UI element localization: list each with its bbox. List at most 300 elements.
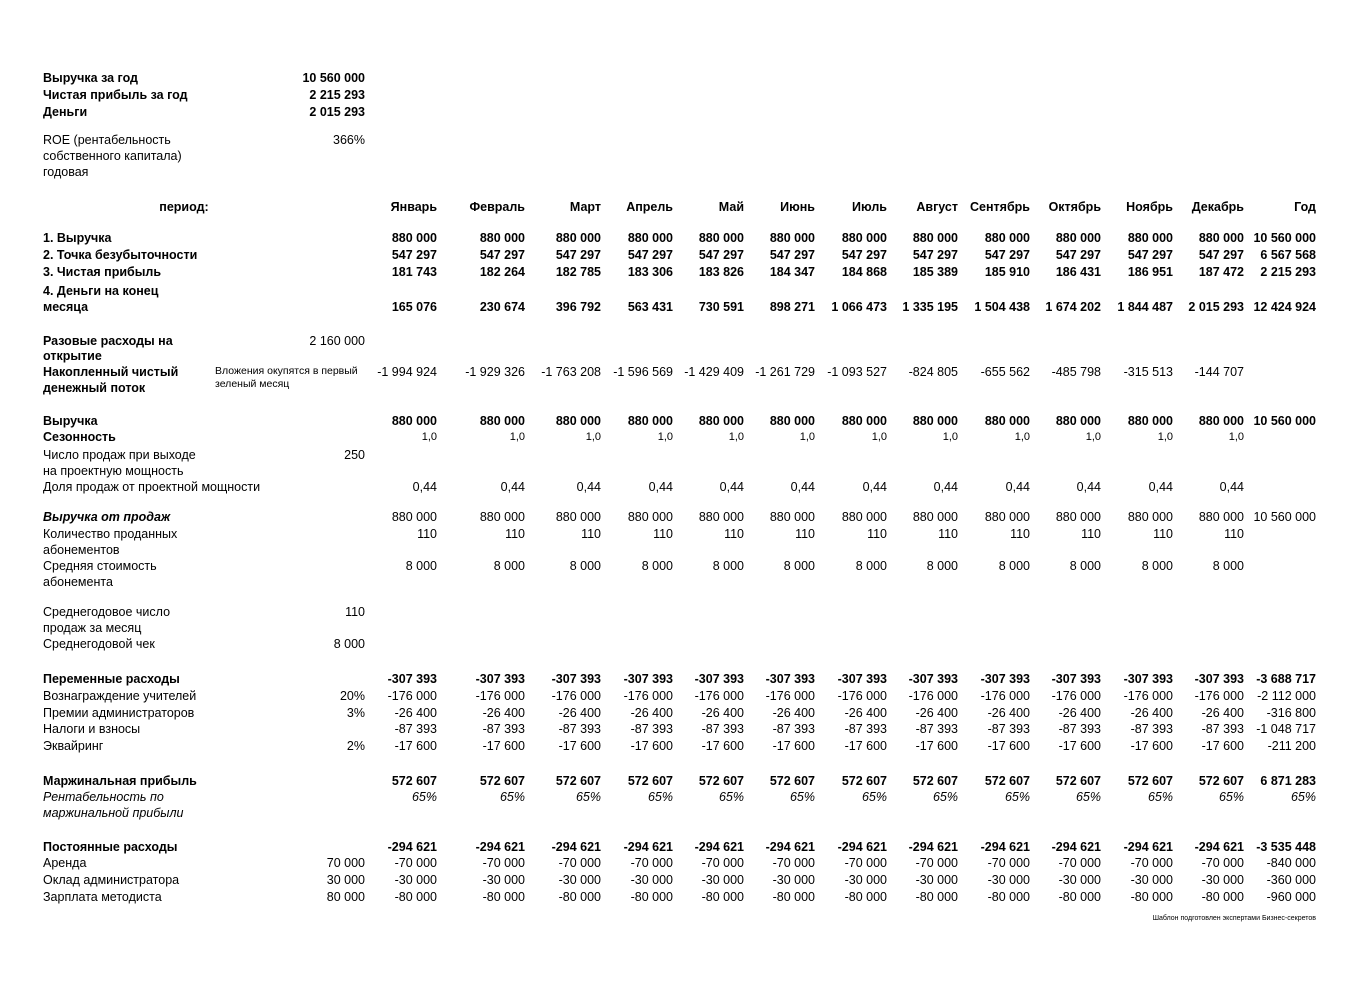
row-label-rent: Аренда (43, 856, 87, 870)
row-margin-pct-cell-10: 65% (1075, 790, 1101, 804)
row-avg-price-cell-2: 8 000 (493, 559, 525, 573)
row-revenue-2-cell-4: 880 000 (627, 414, 673, 428)
row-margin-cell-2: 572 607 (479, 774, 525, 788)
row-avg-price-cell-6: 8 000 (783, 559, 815, 573)
row-fixed-cell-4: -294 621 (623, 840, 673, 854)
row-margin-pct (0, 789, 1360, 805)
row-avg-price-cell-8: 8 000 (926, 559, 958, 573)
row-margin-cell-12: 572 607 (1198, 774, 1244, 788)
row-margin-pct-cell-12: 65% (1218, 790, 1244, 804)
row-rent-cell-12: -70 000 (1201, 856, 1244, 870)
month-header-row-cell-4: Апрель (626, 200, 673, 214)
row-taxes-cell-2: -87 393 (482, 722, 525, 736)
row-rent-cell-11: -70 000 (1130, 856, 1173, 870)
row-label-avg-sales-1: Среднегодовое число (43, 605, 171, 619)
row-revenue-2-cell-3: 880 000 (555, 414, 601, 428)
row-subs-count-cell-4: 110 (653, 527, 673, 541)
row-subs-count-cell-2: 110 (505, 527, 525, 541)
row-breakeven-cell-1: 547 297 (391, 248, 437, 262)
row-margin-cell-total: 6 871 283 (1260, 774, 1316, 788)
month-header-row-cell-11: Ноябрь (1126, 200, 1173, 214)
row-rent-cell-total: -840 000 (1266, 856, 1316, 870)
admin-salary-param: 30 000 (326, 873, 365, 887)
row-avg-price-cell-12: 8 000 (1212, 559, 1244, 573)
row-net-profit-cell-5: 183 826 (698, 265, 744, 279)
row-margin-cell-5: 572 607 (698, 774, 744, 788)
roe-value: 366% (333, 133, 365, 147)
summary-profit-label: Чистая прибыль за год (43, 88, 188, 102)
row-margin-pct-cell-4: 65% (647, 790, 673, 804)
row-method-salary-cell-3: -80 000 (558, 890, 601, 904)
row-label-cum-flow-1: Накопленный чистый (43, 365, 179, 379)
row-acquiring-cell-5: -17 600 (701, 739, 744, 753)
row-fixed-cell-total: -3 535 448 (1256, 840, 1316, 854)
row-seasonality (0, 429, 1360, 445)
row-teachers-cell-2: -176 000 (475, 689, 525, 703)
row-fixed-cell-12: -294 621 (1194, 840, 1244, 854)
row-margin-pct-cell-2: 65% (499, 790, 525, 804)
row-acquiring-cell-12: -17 600 (1201, 739, 1244, 753)
row-breakeven-cell-11: 547 297 (1127, 248, 1173, 262)
row-acquiring-cell-11: -17 600 (1130, 739, 1173, 753)
footer-credit: Шаблон подготовлен экспертами Бизнес-секретов (1152, 915, 1316, 922)
row-method-salary-cell-5: -80 000 (701, 890, 744, 904)
row-avg-price-cell-10: 8 000 (1069, 559, 1101, 573)
row-taxes-cell-12: -87 393 (1201, 722, 1244, 736)
row-breakeven-cell-12: 547 297 (1198, 248, 1244, 262)
row-taxes-cell-9: -87 393 (987, 722, 1030, 736)
row-variable-cell-2: -307 393 (475, 672, 525, 686)
row-variable-cell-3: -307 393 (551, 672, 601, 686)
row-method-salary-cell-2: -80 000 (482, 890, 525, 904)
row-seasonality-cell-1: 1,0 (421, 431, 437, 443)
summary-money-value: 2 015 293 (309, 105, 365, 119)
row-avg-price-cell-4: 8 000 (641, 559, 673, 573)
row-variable-cell-10: -307 393 (1051, 672, 1101, 686)
row-margin-pct-cell-9: 65% (1004, 790, 1030, 804)
row-rent-cell-2: -70 000 (482, 856, 525, 870)
row-variable-cell-4: -307 393 (623, 672, 673, 686)
row-net-profit-cell-7: 184 868 (841, 265, 887, 279)
row-admin-bonus-cell-10: -26 400 (1058, 706, 1101, 720)
row-subs-count-cell-9: 110 (1010, 527, 1030, 541)
row-label-fixed: Постоянные расходы (43, 840, 178, 854)
month-header-row-cell-1: Январь (390, 200, 437, 214)
row-sales-revenue-cell-1: 880 000 (391, 510, 437, 524)
row-taxes-cell-11: -87 393 (1130, 722, 1173, 736)
row-admin-salary-cell-total: -360 000 (1266, 873, 1316, 887)
row-cash-end-cell-2: 230 674 (479, 300, 525, 314)
roe-label-line1: ROE (рентабельность (43, 133, 171, 147)
row-revenue-cell-8: 880 000 (912, 231, 958, 245)
row-subs-count-cell-6: 110 (795, 527, 815, 541)
month-header-row-cell-7: Июль (852, 200, 887, 214)
row-acquiring-cell-7: -17 600 (844, 739, 887, 753)
row-margin (0, 773, 1360, 789)
row-margin-cell-10: 572 607 (1055, 774, 1101, 788)
row-subs-count-cell-1: 110 (417, 527, 437, 541)
row-sales-revenue-cell-9: 880 000 (984, 510, 1030, 524)
row-subs-count (0, 526, 1360, 542)
month-header-row-cell-12: Декабрь (1191, 200, 1244, 214)
row-taxes-cell-5: -87 393 (701, 722, 744, 736)
row-net-profit-cell-1: 181 743 (391, 265, 437, 279)
row-admin-salary-cell-1: -30 000 (394, 873, 437, 887)
row-admin-salary-cell-11: -30 000 (1130, 873, 1173, 887)
row-label-admin-bonus: Премии администраторов (43, 706, 195, 720)
row-fixed-cell-7: -294 621 (837, 840, 887, 854)
row-label-breakeven: 2. Точка безубыточности (43, 248, 198, 262)
row-breakeven-cell-total: 6 567 568 (1260, 248, 1316, 262)
row-cum-flow-cell-2: -1 929 326 (465, 365, 525, 379)
row-label-admin-salary: Оклад администратора (43, 873, 180, 887)
row-label-subs-1: Количество проданных (43, 527, 178, 541)
row-acquiring-cell-9: -17 600 (987, 739, 1030, 753)
row-margin-pct-cell-3: 65% (575, 790, 601, 804)
row-label-margin-pct-1: Рентабельность по (43, 790, 164, 804)
row-net-profit-cell-6: 184 347 (769, 265, 815, 279)
row-label-margin: Маржинальная прибыль (43, 774, 197, 788)
row-sales-revenue-cell-7: 880 000 (841, 510, 887, 524)
row-method-salary-cell-total: -960 000 (1266, 890, 1316, 904)
row-rent (0, 855, 1360, 871)
row-seasonality-cell-8: 1,0 (942, 431, 958, 443)
row-revenue-cell-2: 880 000 (479, 231, 525, 245)
row-method-salary-cell-4: -80 000 (630, 890, 673, 904)
row-method-salary-cell-8: -80 000 (915, 890, 958, 904)
row-cum-flow-cell-9: -655 562 (980, 365, 1030, 379)
row-label-margin-pct-2: маржинальной прибыли (43, 806, 184, 820)
row-variable-cell-9: -307 393 (980, 672, 1030, 686)
row-net-profit-cell-12: 187 472 (1198, 265, 1244, 279)
row-seasonality-cell-12: 1,0 (1228, 431, 1244, 443)
row-revenue-2-cell-5: 880 000 (698, 414, 744, 428)
row-label-avg-price-2: абонемента (43, 575, 113, 589)
row-admin-bonus-cell-4: -26 400 (630, 706, 673, 720)
row-admin-salary (0, 872, 1360, 888)
row-admin-bonus-cell-5: -26 400 (701, 706, 744, 720)
row-cum-flow (0, 364, 1360, 380)
row-fixed-cell-2: -294 621 (475, 840, 525, 854)
row-share-cell-6: 0,44 (790, 480, 815, 494)
row-cash-end-cell-1: 165 076 (391, 300, 437, 314)
row-admin-bonus-cell-8: -26 400 (915, 706, 958, 720)
row-revenue-cell-12: 880 000 (1198, 231, 1244, 245)
month-header-row-cell-5: Май (718, 200, 744, 214)
row-sales-revenue-cell-5: 880 000 (698, 510, 744, 524)
row-net-profit-cell-8: 185 389 (912, 265, 958, 279)
row-breakeven-cell-2: 547 297 (479, 248, 525, 262)
summary-revenue-value: 10 560 000 (302, 71, 365, 85)
row-seasonality-cell-10: 1,0 (1085, 431, 1101, 443)
row-sales-revenue-cell-6: 880 000 (769, 510, 815, 524)
row-cum-flow-cell-1: -1 994 924 (377, 365, 437, 379)
row-teachers-cell-3: -176 000 (551, 689, 601, 703)
row-revenue-2-cell-1: 880 000 (391, 414, 437, 428)
row-cash-end (0, 299, 1360, 315)
row-cum-flow-cell-7: -1 093 527 (827, 365, 887, 379)
row-breakeven-cell-4: 547 297 (627, 248, 673, 262)
row-revenue-2-cell-10: 880 000 (1055, 414, 1101, 428)
row-admin-salary-cell-12: -30 000 (1201, 873, 1244, 887)
row-fixed-cell-3: -294 621 (551, 840, 601, 854)
row-subs-count-cell-10: 110 (1081, 527, 1101, 541)
row-taxes-cell-8: -87 393 (915, 722, 958, 736)
row-sales-revenue-cell-11: 880 000 (1127, 510, 1173, 524)
row-admin-salary-cell-4: -30 000 (630, 873, 673, 887)
admin-bonus-param: 3% (346, 706, 365, 720)
row-admin-salary-cell-7: -30 000 (844, 873, 887, 887)
row-revenue-cell-11: 880 000 (1127, 231, 1173, 245)
row-admin-bonus-cell-total: -316 800 (1266, 706, 1316, 720)
payback-note-line2: зеленый месяц (215, 378, 290, 390)
row-label-net-profit: 3. Чистая прибыль (43, 265, 162, 279)
row-admin-bonus (0, 705, 1360, 721)
row-share-cell-7: 0,44 (862, 480, 887, 494)
row-fixed-cell-8: -294 621 (908, 840, 958, 854)
row-breakeven (0, 247, 1360, 263)
row-margin-cell-7: 572 607 (841, 774, 887, 788)
row-cum-flow-cell-4: -1 596 569 (613, 365, 673, 379)
row-variable-cell-total: -3 688 717 (1256, 672, 1316, 686)
row-acquiring-cell-6: -17 600 (772, 739, 815, 753)
row-acquiring-cell-2: -17 600 (482, 739, 525, 753)
row-admin-bonus-cell-1: -26 400 (394, 706, 437, 720)
row-admin-salary-cell-6: -30 000 (772, 873, 815, 887)
row-variable-cell-1: -307 393 (387, 672, 437, 686)
row-revenue-2-cell-2: 880 000 (479, 414, 525, 428)
row-breakeven-cell-3: 547 297 (555, 248, 601, 262)
row-margin-cell-8: 572 607 (912, 774, 958, 788)
row-breakeven-cell-6: 547 297 (769, 248, 815, 262)
row-rent-cell-8: -70 000 (915, 856, 958, 870)
row-teachers-cell-9: -176 000 (980, 689, 1030, 703)
row-net-profit (0, 264, 1360, 280)
row-taxes-cell-7: -87 393 (844, 722, 887, 736)
row-label-share: Доля продаж от проектной мощности (43, 480, 261, 494)
row-revenue-cell-9: 880 000 (984, 231, 1030, 245)
row-teachers-cell-8: -176 000 (908, 689, 958, 703)
row-seasonality-cell-11: 1,0 (1157, 431, 1173, 443)
month-header-row-cell-3: Март (569, 200, 601, 214)
row-admin-bonus-cell-9: -26 400 (987, 706, 1030, 720)
row-subs-count-cell-5: 110 (724, 527, 744, 541)
row-breakeven-cell-8: 547 297 (912, 248, 958, 262)
row-teachers (0, 688, 1360, 704)
row-share-cell-8: 0,44 (933, 480, 958, 494)
one-time-value: 2 160 000 (309, 334, 365, 348)
row-cash-end-cell-12: 2 015 293 (1188, 300, 1244, 314)
month-header-row-cell-10: Октябрь (1048, 200, 1101, 214)
row-cash-end-cell-10: 1 674 202 (1045, 300, 1101, 314)
row-label-revenue-2: Выручка (43, 414, 98, 428)
row-taxes-cell-1: -87 393 (394, 722, 437, 736)
row-net-profit-cell-4: 183 306 (627, 265, 673, 279)
row-margin-cell-6: 572 607 (769, 774, 815, 788)
rent-param: 70 000 (326, 856, 365, 870)
row-label-cash-end-1: 4. Деньги на конец (43, 284, 159, 298)
row-label-cum-flow-2: денежный поток (43, 381, 146, 395)
row-teachers-cell-10: -176 000 (1051, 689, 1101, 703)
row-net-profit-cell-2: 182 264 (479, 265, 525, 279)
row-cash-end-cell-3: 396 792 (555, 300, 601, 314)
row-subs-count-cell-3: 110 (581, 527, 601, 541)
row-variable (0, 671, 1360, 687)
row-rent-cell-10: -70 000 (1058, 856, 1101, 870)
row-subs-count-cell-7: 110 (867, 527, 887, 541)
row-method-salary (0, 889, 1360, 905)
row-margin-cell-9: 572 607 (984, 774, 1030, 788)
row-rent-cell-9: -70 000 (987, 856, 1030, 870)
row-margin-cell-11: 572 607 (1127, 774, 1173, 788)
month-header-row (0, 199, 1360, 215)
row-method-salary-cell-10: -80 000 (1058, 890, 1101, 904)
avg-sales-value: 110 (345, 605, 365, 619)
month-header-row-cell-9: Сентябрь (970, 200, 1030, 214)
row-label-revenue: 1. Выручка (43, 231, 112, 245)
row-taxes-cell-10: -87 393 (1058, 722, 1101, 736)
row-margin-pct-cell-5: 65% (718, 790, 744, 804)
row-label-subs-2: абонементов (43, 543, 120, 557)
row-cum-flow-cell-11: -315 513 (1123, 365, 1173, 379)
row-acquiring-cell-total: -211 200 (1267, 739, 1316, 753)
row-margin-pct-cell-11: 65% (1147, 790, 1173, 804)
row-cum-flow-cell-5: -1 429 409 (684, 365, 744, 379)
row-avg-price-cell-11: 8 000 (1141, 559, 1173, 573)
row-rent-cell-4: -70 000 (630, 856, 673, 870)
row-cum-flow-cell-12: -144 707 (1194, 365, 1244, 379)
row-teachers-cell-1: -176 000 (387, 689, 437, 703)
row-margin-cell-3: 572 607 (555, 774, 601, 788)
row-label-taxes: Налоги и взносы (43, 722, 141, 736)
row-breakeven-cell-9: 547 297 (984, 248, 1030, 262)
row-net-profit-cell-9: 185 910 (984, 265, 1030, 279)
row-revenue (0, 230, 1360, 246)
row-share-cell-12: 0,44 (1219, 480, 1244, 494)
month-header-row-cell-2: Февраль (469, 200, 525, 214)
row-revenue-cell-1: 880 000 (391, 231, 437, 245)
row-teachers-cell-total: -2 112 000 (1257, 689, 1316, 703)
row-sales-revenue-cell-10: 880 000 (1055, 510, 1101, 524)
acquiring-param: 2% (346, 739, 365, 753)
row-revenue-cell-6: 880 000 (769, 231, 815, 245)
row-taxes-cell-4: -87 393 (630, 722, 673, 736)
row-margin-pct-cell-1: 65% (411, 790, 437, 804)
row-method-salary-cell-1: -80 000 (394, 890, 437, 904)
row-method-salary-cell-7: -80 000 (844, 890, 887, 904)
row-label-variable: Переменные расходы (43, 672, 180, 686)
row-label-capacity-2: на проектную мощность (43, 464, 184, 478)
row-method-salary-cell-9: -80 000 (987, 890, 1030, 904)
row-avg-price-cell-9: 8 000 (998, 559, 1030, 573)
row-cash-end-cell-11: 1 844 487 (1117, 300, 1173, 314)
roe-label-line3: годовая (43, 165, 89, 179)
row-admin-salary-cell-5: -30 000 (701, 873, 744, 887)
row-acquiring-cell-8: -17 600 (915, 739, 958, 753)
row-variable-cell-8: -307 393 (908, 672, 958, 686)
capacity-value: 250 (344, 448, 365, 462)
row-variable-cell-11: -307 393 (1123, 672, 1173, 686)
row-admin-bonus-cell-12: -26 400 (1201, 706, 1244, 720)
row-acquiring-cell-10: -17 600 (1058, 739, 1101, 753)
row-rent-cell-7: -70 000 (844, 856, 887, 870)
row-variable-cell-5: -307 393 (694, 672, 744, 686)
row-avg-price-cell-1: 8 000 (405, 559, 437, 573)
row-avg-price-cell-7: 8 000 (855, 559, 887, 573)
row-rent-cell-6: -70 000 (772, 856, 815, 870)
row-label-seasonality: Сезонность (43, 430, 116, 444)
row-taxes-cell-total: -1 048 717 (1256, 722, 1316, 736)
row-variable-cell-7: -307 393 (837, 672, 887, 686)
row-label-sales-revenue: Выручка от продаж (43, 510, 171, 524)
row-cash-end-cell-9: 1 504 438 (974, 300, 1030, 314)
row-fixed-cell-10: -294 621 (1051, 840, 1101, 854)
row-variable-cell-12: -307 393 (1194, 672, 1244, 686)
row-teachers-cell-7: -176 000 (837, 689, 887, 703)
row-cash-end-cell-total: 12 424 924 (1253, 300, 1316, 314)
row-cash-end-cell-4: 563 431 (627, 300, 673, 314)
row-acquiring (0, 738, 1360, 754)
row-breakeven-cell-10: 547 297 (1055, 248, 1101, 262)
row-sales-revenue-cell-total: 10 560 000 (1253, 510, 1316, 524)
row-share-cell-9: 0,44 (1005, 480, 1030, 494)
row-admin-bonus-cell-6: -26 400 (772, 706, 815, 720)
row-cash-end-cell-6: 898 271 (769, 300, 815, 314)
row-net-profit-cell-3: 182 785 (555, 265, 601, 279)
row-label-avg-check: Среднегодовой чек (43, 637, 155, 651)
row-seasonality-cell-2: 1,0 (509, 431, 525, 443)
row-revenue-cell-total: 10 560 000 (1253, 231, 1316, 245)
row-cash-end-cell-7: 1 066 473 (831, 300, 887, 314)
row-label-method-salary: Зарплата методиста (43, 890, 162, 904)
row-net-profit-cell-11: 186 951 (1127, 265, 1173, 279)
row-variable-cell-6: -307 393 (765, 672, 815, 686)
row-seasonality-cell-9: 1,0 (1014, 431, 1030, 443)
row-fixed-cell-11: -294 621 (1123, 840, 1173, 854)
row-label-avg-price-1: Средняя стоимость (43, 559, 157, 573)
row-teachers-cell-6: -176 000 (765, 689, 815, 703)
row-fixed-cell-9: -294 621 (980, 840, 1030, 854)
row-sales-revenue-cell-12: 880 000 (1198, 510, 1244, 524)
row-seasonality-cell-3: 1,0 (585, 431, 601, 443)
row-admin-salary-cell-3: -30 000 (558, 873, 601, 887)
row-acquiring-cell-4: -17 600 (630, 739, 673, 753)
payback-note-line1: Вложения окупятся в первый (215, 365, 358, 377)
row-seasonality-cell-5: 1,0 (728, 431, 744, 443)
row-admin-salary-cell-2: -30 000 (482, 873, 525, 887)
row-revenue-2-cell-11: 880 000 (1127, 414, 1173, 428)
row-margin-pct-cell-8: 65% (932, 790, 958, 804)
row-teachers-cell-12: -176 000 (1194, 689, 1244, 703)
row-subs-count-cell-8: 110 (938, 527, 958, 541)
row-share-cell-1: 0,44 (412, 480, 437, 494)
avg-check-value: 8 000 (333, 637, 365, 651)
row-acquiring-cell-3: -17 600 (558, 739, 601, 753)
month-header-row-cell-total: Год (1294, 200, 1316, 214)
row-admin-bonus-cell-11: -26 400 (1130, 706, 1173, 720)
row-rent-cell-1: -70 000 (394, 856, 437, 870)
period-label: период: (159, 200, 209, 214)
row-admin-bonus-cell-7: -26 400 (844, 706, 887, 720)
row-sales-revenue-cell-3: 880 000 (555, 510, 601, 524)
row-sales-revenue-cell-2: 880 000 (479, 510, 525, 524)
month-header-row-cell-8: Август (916, 200, 958, 214)
row-label-teachers: Вознаграждение учителей (43, 689, 197, 703)
row-sales-revenue-cell-4: 880 000 (627, 510, 673, 524)
row-teachers-cell-4: -176 000 (623, 689, 673, 703)
row-share-cell-4: 0,44 (648, 480, 673, 494)
row-sales-revenue-cell-8: 880 000 (912, 510, 958, 524)
